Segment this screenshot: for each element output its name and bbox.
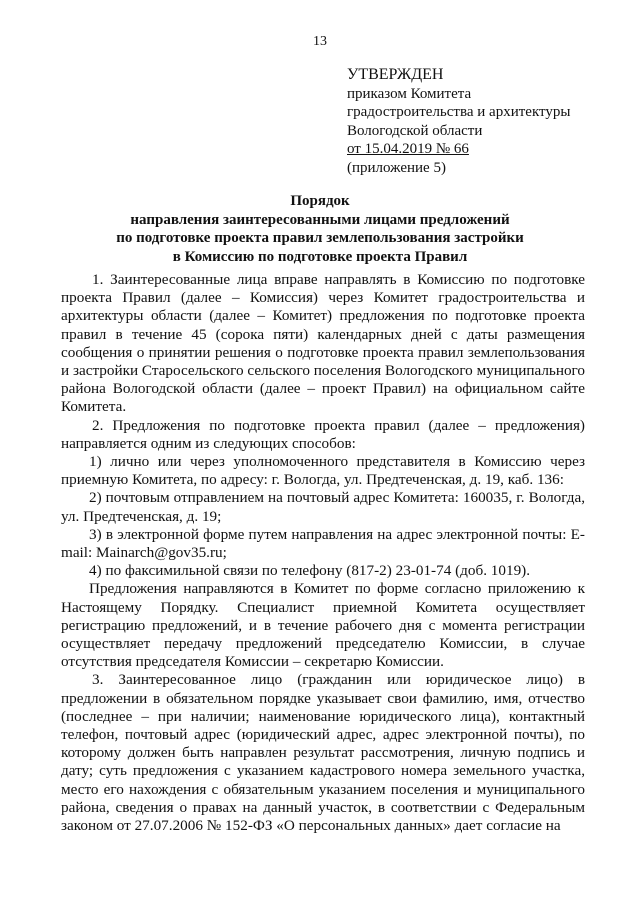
approval-line-3: Вологодской области: [347, 122, 483, 139]
paragraph-2-item-1: 1) лично или через уполномоченного представителя в Комиссию через приемную Комитета, по адресу: г. Вологда, ул. Предтеченская, д. 19, каб. 136:: [61, 453, 585, 489]
paragraph-2-item-4: 4) по факсимильной связи по телефону (817-2) 23-01-74 (доб. 1019).: [89, 562, 531, 580]
paragraph-2-note: Предложения направляются в Комитет по форме согласно приложению к Настоящему Порядку. Специалист приемной Комитета осуществляет регистрацию предложений, и в течение рабочего дня с момента регистрации осуществляет передачу предложений председателю Комиссии, в случае отсутствия председателя Комиссии – секретарю Комиссии.: [61, 580, 585, 671]
paragraph-2-item-3: 3) в электронной форме путем направления на адрес электронной почты: E-mail: Mainarch@gov35.ru;: [61, 525, 585, 562]
title-line-1: Порядок: [290, 193, 350, 209]
approval-line-1: приказом Комитета: [347, 85, 472, 102]
document-body: [61, 271, 585, 835]
paragraph-1: 1. Заинтересованные лица вправе направлять в Комиссию по подготовке проекта Правил (далее – Комиссия) через Комитет градостроительства и архитектуры области (далее – Комитет) предложения по подготовке проекта правил в течение 45 (сорока пяти) календарных дней с даты размещения сообщения о принятии решения о подготовке проекта правил землепользования и застройки Старосельского сельского поселения Вологодского муниципального района Вологодской области (далее – проект Правил) на официальном сайте Комитета.: [61, 271, 585, 416]
approval-appendix: (приложение 5): [347, 159, 446, 176]
approval-block: [347, 66, 570, 177]
approval-order: от 15.04.2019 № 66: [347, 141, 469, 157]
title-line-4: в Комиссию по подготовке проекта Правил: [172, 248, 468, 265]
page-number: 13: [313, 34, 327, 49]
approval-status: УТВЕРЖДЕН: [347, 66, 444, 83]
approval-line-2: градостроительства и архитектуры: [347, 104, 571, 120]
paragraph-2: 2. Предложения по подготовке проекта правил (далее – предложения) направляется одним из следующих способов:: [61, 416, 585, 452]
title-line-3: по подготовке проекта правил землепользования застройки: [116, 230, 524, 247]
document-title: [60, 192, 580, 266]
title-line-2: направления заинтересованными лицами предложений: [130, 211, 510, 228]
paragraph-3: 3. Заинтересованное лицо (гражданин или юридическое лицо) в предложении в обязательном порядке указывает свои фамилию, имя, отчество (последнее – при наличии; наименование юридического лица), контактный телефон, почтовый адрес (юридический адрес, адрес электронной почты), по которому должен быть направлен результат рассмотрения, личную подпись и дату; суть предложения с указанием кадастрового номера земельного участка, место его нахождения с обязательным указанием поселения и муниципального района, сведения о правах на данный участок, в соответствии с Федеральным законом от 27.07.2006 № 152-ФЗ «О персональных данных» дает согласие на: [61, 671, 585, 835]
paragraph-2-item-2: 2) почтовым отправлением на почтовый адрес Комитета: 160035, г. Вологда, ул. Предтеченская, д. 19;: [61, 489, 585, 525]
